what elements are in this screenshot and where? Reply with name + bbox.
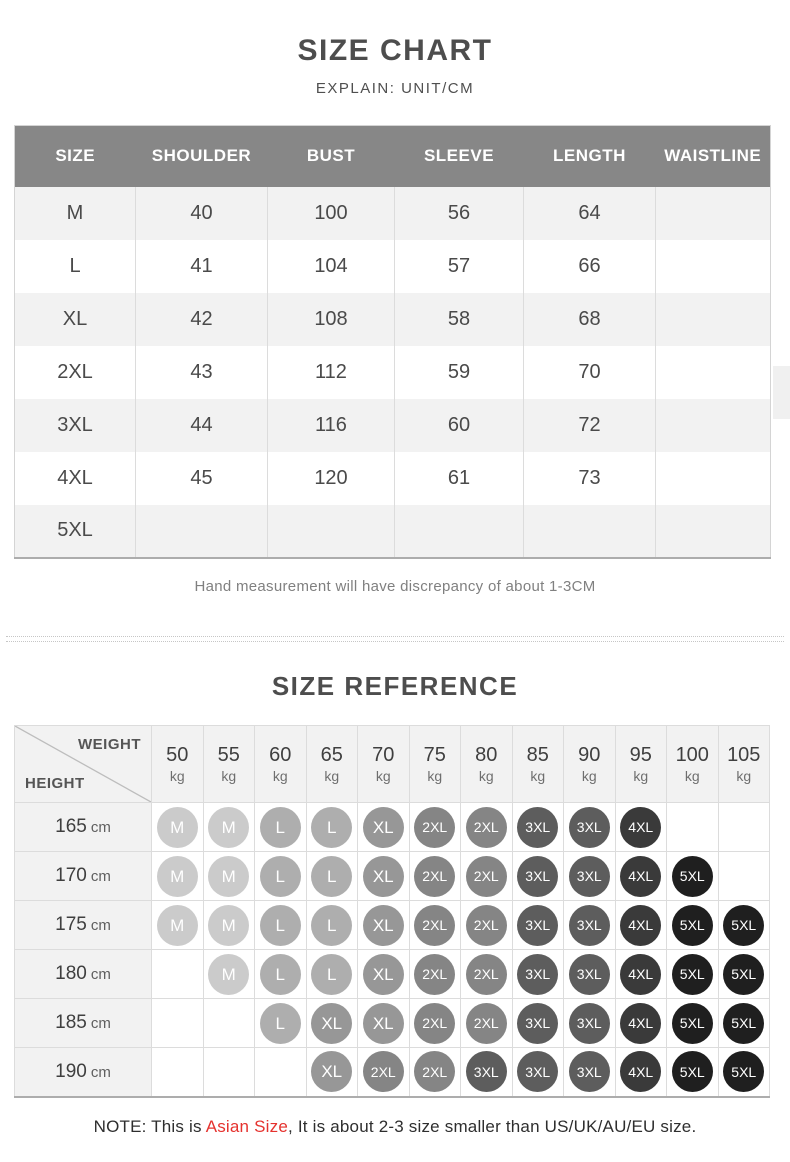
size-badge: 3XL [569,954,610,995]
size-badge: L [260,807,301,848]
weight-unit: kg [736,767,752,784]
size-reference-header-row [15,726,770,803]
bottom-note [0,1117,790,1137]
weight-header [358,726,410,803]
size-reference-row [15,901,770,950]
size-ref-cell [615,901,667,950]
bottom-note-suffix: , It is about 2-3 size smaller than US/UK/AU/EU size. [288,1117,697,1136]
size-ref-cell [409,901,461,950]
size-badge: 2XL [466,1003,507,1044]
size-ref-cell [358,1048,410,1097]
size-ref-cell [152,901,204,950]
height-label [15,852,152,901]
size-badge: M [157,856,198,897]
size-badge: 3XL [569,1051,610,1092]
measurement-cell [524,505,656,558]
corner-height-label: HEIGHT [25,775,85,792]
size-ref-cell [409,1048,461,1097]
size-ref-cell [615,950,667,999]
weight-header [512,726,564,803]
size-badge: XL [311,1003,352,1044]
column-header-sleeve: SLEEVE [395,126,524,187]
weight-unit: kg [169,767,185,784]
size-badge: M [157,807,198,848]
size-chart-row [15,187,771,240]
size-ref-cell [615,803,667,852]
weight-value: 85 [526,743,549,766]
height-unit: cm [90,868,111,885]
size-ref-cell [358,999,410,1048]
size-reference-title: SIZE REFERENCE [271,671,519,701]
weight-value: 105 [727,743,761,766]
size-badge: 4XL [620,954,661,995]
measurement-cell [395,505,524,558]
weight-value: 55 [217,743,240,766]
size-label: M [66,201,84,224]
size-badge: 2XL [466,807,507,848]
size-ref-cell [306,852,358,901]
measurement-cell: 68 [524,293,656,346]
dotted-divider [6,636,784,642]
size-ref-cell [409,950,461,999]
size-badge: 5XL [723,905,764,946]
height-unit: cm [90,819,111,836]
size-badge: 5XL [723,1003,764,1044]
size-badge: 5XL [672,856,713,897]
size-ref-cell [718,803,770,852]
size-ref-cell [461,1048,513,1097]
weight-unit: kg [221,767,237,784]
measurement-cell [136,505,268,558]
size-reference-row [15,1048,770,1097]
size-ref-cell [512,999,564,1048]
size-badge: 2XL [414,954,455,995]
size-badge: 3XL [517,1051,558,1092]
page-subtitle: EXPLAIN: UNIT/CM [315,80,475,97]
size-ref-cell [512,852,564,901]
size-ref-cell [255,901,307,950]
size-ref-cell [255,950,307,999]
size-badge: M [208,807,249,848]
corner-weight-label: WEIGHT [78,736,141,753]
size-badge: 4XL [620,807,661,848]
size-ref-cell [152,803,204,852]
size-ref-cell [306,803,358,852]
measurement-cell: 100 [268,187,395,240]
size-badge: XL [363,1003,404,1044]
size-ref-cell [409,803,461,852]
size-ref-cell [358,950,410,999]
size-ref-cell [667,852,719,901]
height-value: 185 [55,1012,87,1033]
measurement-cell: 108 [268,293,395,346]
measurement-cell: 120 [268,452,395,505]
size-badge: 4XL [620,1003,661,1044]
measurement-cell: 73 [524,452,656,505]
weight-unit: kg [633,767,649,784]
weight-unit: kg [272,767,288,784]
height-unit: cm [90,966,111,983]
size-chart-row [15,452,771,505]
size-ref-cell [615,1048,667,1097]
size-ref-cell [203,950,255,999]
height-label [15,950,152,999]
size-chart-row [15,399,771,452]
measurement-cell: 44 [136,399,268,452]
scrollbar-thumb[interactable] [773,366,790,419]
weight-header [306,726,358,803]
size-badge: 5XL [672,1003,713,1044]
size-badge: 5XL [672,954,713,995]
size-badge: L [260,1003,301,1044]
size-ref-cell [409,999,461,1048]
size-badge: 5XL [672,905,713,946]
weight-header [409,726,461,803]
size-ref-cell [718,1048,770,1097]
size-chart-row [15,293,771,346]
column-header-length: LENGTH [524,126,656,187]
size-ref-cell [152,950,204,999]
size-badge: XL [363,856,404,897]
weight-value: 65 [320,743,343,766]
size-ref-cell [255,852,307,901]
size-badge: 2XL [466,954,507,995]
size-ref-cell [512,1048,564,1097]
size-badge: XL [363,954,404,995]
size-chart-row [15,346,771,399]
size-badge: 3XL [517,954,558,995]
size-badge: M [208,954,249,995]
size-badge: 4XL [620,856,661,897]
measurement-cell [656,240,771,293]
measurement-cell: 72 [524,399,656,452]
weight-header [564,726,616,803]
column-header-size: SIZE [15,126,136,187]
measurement-note: Hand measurement will have discrepancy of about 1-3CM [194,578,596,595]
size-badge: M [208,856,249,897]
height-label [15,901,152,950]
weight-unit: kg [324,767,340,784]
size-label: XL [62,307,88,330]
size-ref-cell [564,950,616,999]
size-badge: 3XL [569,807,610,848]
weight-value: 95 [629,743,652,766]
size-ref-cell [461,950,513,999]
weight-value: 100 [675,743,709,766]
measurement-cell: 41 [136,240,268,293]
size-label: L [69,254,81,277]
measurement-cell: 60 [395,399,524,452]
weight-height-corner-cell [15,726,152,803]
size-badge: 2XL [414,1003,455,1044]
measurement-cell [268,505,395,558]
size-reference-table [14,725,770,1098]
weight-value: 80 [475,743,498,766]
size-badge: 3XL [517,1003,558,1044]
size-reference-row [15,852,770,901]
size-ref-cell [461,852,513,901]
size-ref-cell [667,999,719,1048]
measurement-cell: 40 [136,187,268,240]
weight-header [718,726,770,803]
size-badge: M [208,905,249,946]
weight-header [203,726,255,803]
size-ref-cell [152,1048,204,1097]
height-value: 180 [55,963,87,984]
column-header-bust: BUST [268,126,395,187]
measurement-cell: 66 [524,240,656,293]
measurement-cell [656,293,771,346]
size-reference-row [15,803,770,852]
measurement-cell: 59 [395,346,524,399]
height-label [15,803,152,852]
size-badge: XL [363,905,404,946]
size-ref-cell [255,1048,307,1097]
size-ref-cell [203,999,255,1048]
measurement-cell: 70 [524,346,656,399]
column-header-shoulder: SHOULDER [136,126,268,187]
size-label: 5XL [57,519,93,541]
size-ref-cell [512,901,564,950]
size-ref-cell [203,901,255,950]
size-badge: 3XL [466,1051,507,1092]
weight-header [461,726,513,803]
size-label: 4XL [57,466,93,489]
height-unit: cm [90,1015,111,1032]
size-ref-cell [718,999,770,1048]
weight-value: 75 [423,743,446,766]
size-ref-cell [306,901,358,950]
size-badge: 2XL [414,905,455,946]
size-ref-cell [718,852,770,901]
size-ref-cell [358,803,410,852]
weight-unit: kg [581,767,597,784]
size-ref-cell [461,999,513,1048]
size-ref-cell [306,999,358,1048]
weight-header [255,726,307,803]
size-ref-cell [409,852,461,901]
weight-unit: kg [375,767,391,784]
size-badge: 4XL [620,1051,661,1092]
size-badge: 5XL [723,1051,764,1092]
size-badge: 3XL [569,905,610,946]
height-value: 190 [55,1060,87,1082]
size-badge: 4XL [620,905,661,946]
size-ref-cell [564,803,616,852]
size-ref-cell [667,901,719,950]
weight-unit: kg [684,767,700,784]
size-ref-cell [306,1048,358,1097]
size-badge: 5XL [672,1051,713,1092]
weight-value: 50 [166,743,189,766]
size-badge: 2XL [414,807,455,848]
size-ref-cell [512,803,564,852]
size-ref-cell [564,999,616,1048]
size-ref-cell [615,852,667,901]
size-ref-cell [667,950,719,999]
measurement-cell [656,187,771,240]
size-chart-header-row [15,126,771,187]
measurement-cell: 61 [395,452,524,505]
measurement-cell: 45 [136,452,268,505]
size-reference-row [15,999,770,1048]
size-badge: 2XL [414,856,455,897]
height-unit: cm [90,1063,111,1081]
measurement-cell: 104 [268,240,395,293]
size-badge: 2XL [466,856,507,897]
measurement-cell: 57 [395,240,524,293]
size-badge: 2XL [414,1051,455,1092]
size-ref-cell [306,950,358,999]
size-badge: L [311,954,352,995]
weight-header [152,726,204,803]
size-ref-cell [615,999,667,1048]
weight-value: 90 [578,743,601,766]
measurement-cell: 42 [136,293,268,346]
measurement-cell: 64 [524,187,656,240]
size-badge: L [260,856,301,897]
size-badge: 3XL [517,905,558,946]
weight-value: 70 [372,743,395,766]
size-ref-cell [152,852,204,901]
size-ref-cell [203,852,255,901]
weight-value: 60 [269,743,292,766]
height-value: 170 [55,865,87,886]
height-label [15,999,152,1048]
size-ref-cell [358,901,410,950]
weight-header [667,726,719,803]
size-ref-cell [203,1048,255,1097]
weight-header [615,726,667,803]
size-ref-cell [564,1048,616,1097]
measurement-cell [656,346,771,399]
height-value: 165 [55,816,87,837]
measurement-cell: 43 [136,346,268,399]
size-ref-cell [667,803,719,852]
size-badge: 3XL [517,807,558,848]
size-ref-cell [667,1048,719,1097]
size-badge: 3XL [517,856,558,897]
size-reference-body [15,803,770,1097]
size-badge: 2XL [466,905,507,946]
size-ref-cell [564,901,616,950]
size-ref-cell [564,852,616,901]
size-badge: 3XL [569,1003,610,1044]
size-ref-cell [461,901,513,950]
size-ref-cell [255,999,307,1048]
measurement-cell [656,452,771,505]
size-badge: L [311,856,352,897]
measurement-cell: 58 [395,293,524,346]
height-value: 175 [55,914,87,935]
size-chart-row [15,505,771,558]
weight-unit: kg [478,767,494,784]
size-ref-cell [152,999,204,1048]
page-title: SIZE CHART [297,34,493,67]
measurement-cell [656,399,771,452]
size-ref-cell [512,950,564,999]
size-chart-row [15,240,771,293]
size-ref-cell [461,803,513,852]
measurement-cell [656,505,771,558]
size-badge: 3XL [569,856,610,897]
size-ref-cell [203,803,255,852]
size-badge: L [260,905,301,946]
size-badge: M [157,905,198,946]
size-badge: L [311,905,352,946]
bottom-note-prefix: NOTE: This is [93,1117,206,1136]
size-reference-row [15,950,770,999]
height-unit: cm [90,917,111,934]
measurement-cell: 116 [268,399,395,452]
weight-unit: kg [427,767,443,784]
asian-size-highlight: Asian Size [205,1117,289,1136]
size-ref-cell [255,803,307,852]
size-chart-table [14,125,771,559]
measurement-cell: 56 [395,187,524,240]
size-badge: XL [311,1051,352,1092]
size-badge: 2XL [363,1051,404,1092]
size-label: 2XL [57,360,93,383]
size-label: 3XL [57,413,93,436]
height-label [15,1048,152,1097]
size-ref-cell [718,950,770,999]
size-ref-cell [358,852,410,901]
size-badge: 5XL [723,954,764,995]
column-header-waistline: WAISTLINE [656,126,771,187]
size-ref-cell [718,901,770,950]
size-badge: L [260,954,301,995]
measurement-cell: 112 [268,346,395,399]
weight-unit: kg [530,767,546,784]
size-badge: XL [363,807,404,848]
size-chart-body [15,187,771,558]
size-badge: L [311,807,352,848]
